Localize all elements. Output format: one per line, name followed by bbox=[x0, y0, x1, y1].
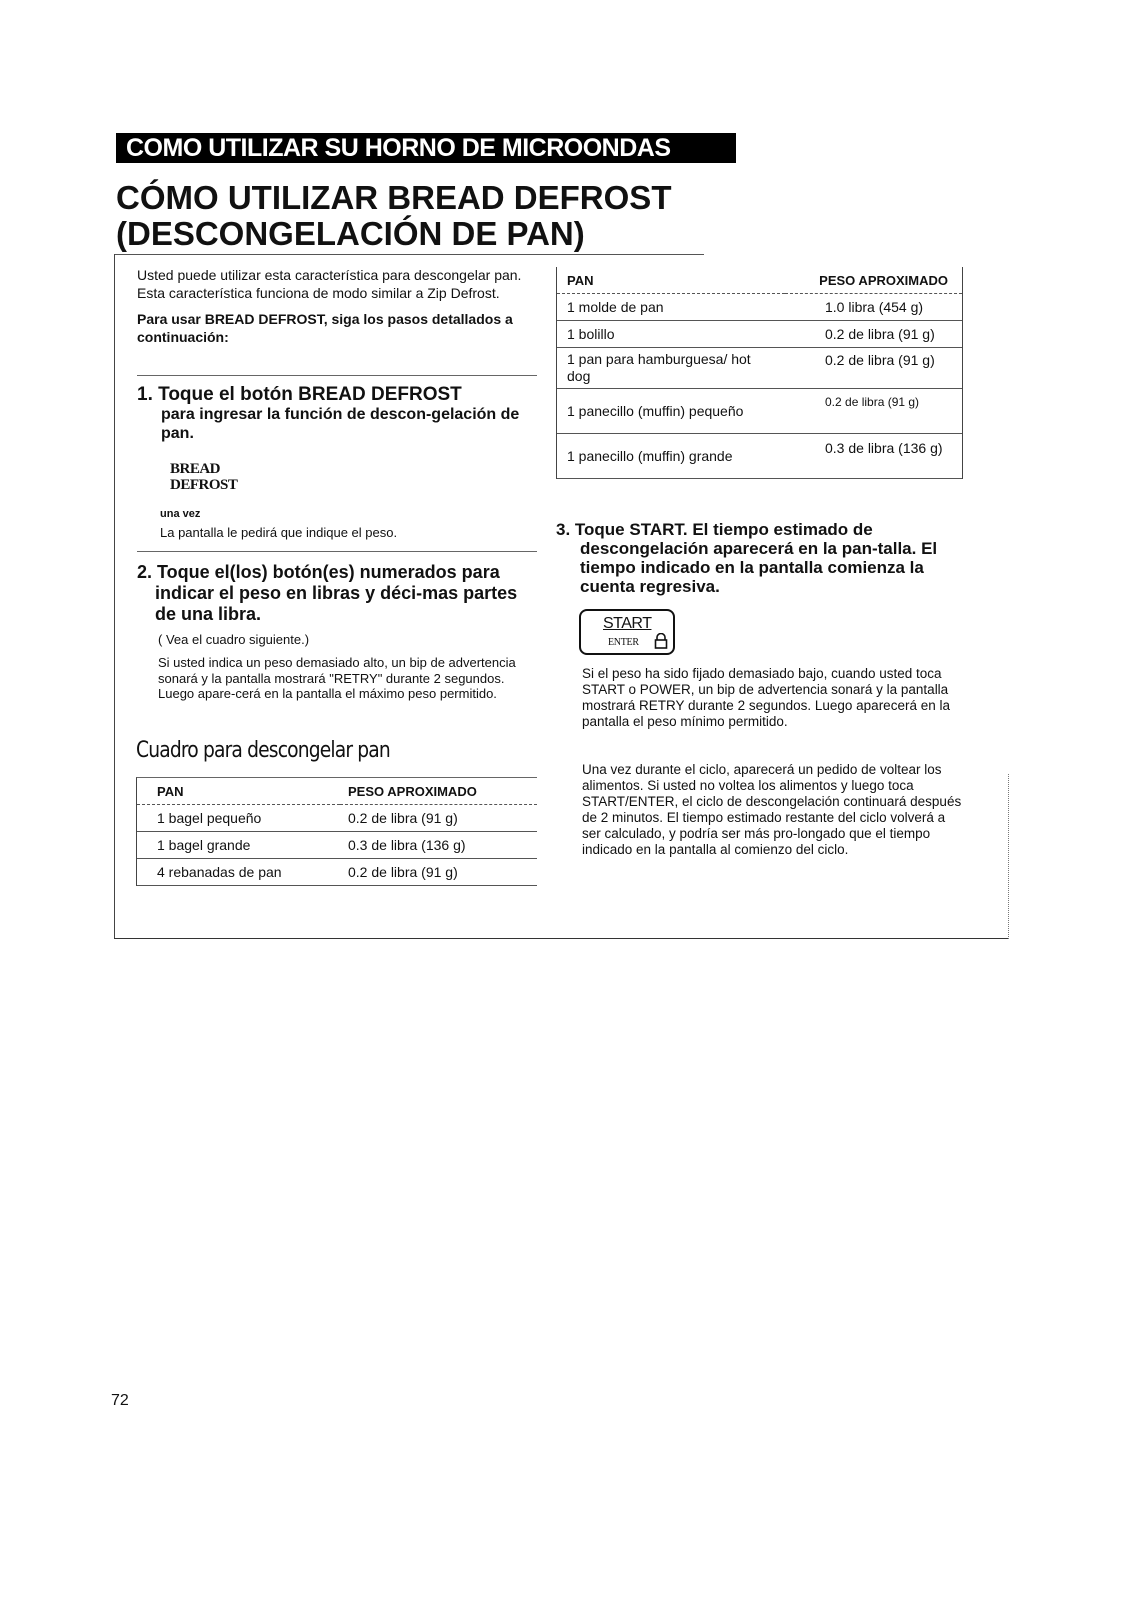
table-row bbox=[137, 805, 537, 832]
start-key-label: START bbox=[603, 615, 652, 632]
cell-item: 1 pan para hamburguesa/ hot dog bbox=[567, 351, 751, 384]
cell-item: 4 rebanadas de pan bbox=[157, 864, 282, 880]
step-2-see-chart: ( Vea el cuadro siguiente.) bbox=[158, 632, 310, 647]
bread-defrost-key bbox=[170, 461, 237, 493]
step-2-note: Si usted indica un peso demasiado alto, un bip de advertencia sonará y la pantalla mostrará "RETRY" durante 2 segundos. Luego apare-cerá en la pantalla el máximo peso permitido. bbox=[158, 655, 516, 701]
enter-key-label: ENTER bbox=[608, 637, 639, 648]
cell-item: 1 panecillo (muffin) grande bbox=[567, 447, 733, 464]
step-3-title: 3. Toque START. El tiempo estimado de descongelación aparecerá en la pan-talla. El tiempo indicado en la pantalla comienza la cuenta regresiva. bbox=[556, 520, 938, 596]
cell-item: 1 bagel grande bbox=[157, 837, 251, 853]
step-1 bbox=[137, 384, 537, 443]
table-row bbox=[557, 294, 962, 321]
table-row bbox=[557, 389, 962, 434]
page-title bbox=[116, 180, 816, 252]
step-1-title: 1. Toque el botón BREAD DEFROST bbox=[137, 384, 462, 405]
page-number: 72 bbox=[111, 1392, 129, 1409]
cell-weight: 0.3 de libra (136 g) bbox=[348, 837, 466, 853]
frame-top-rule bbox=[114, 254, 704, 255]
cell-item: 1 bolillo bbox=[567, 326, 615, 342]
cell-weight: 0.2 de libra (91 g) bbox=[348, 864, 458, 880]
cell-weight: 0.2 de libra (91 g) bbox=[348, 810, 458, 826]
frame-left-rule bbox=[114, 254, 115, 939]
bread-weight-table bbox=[557, 267, 962, 479]
step-2 bbox=[137, 562, 537, 625]
defrost-table bbox=[137, 778, 537, 886]
step-2-title: 2. Toque el(los) botón(es) numerados para indicar el peso en libras y déci-mas partes de una libra. bbox=[137, 562, 518, 624]
column-header-pan: PAN bbox=[567, 272, 594, 288]
table-row bbox=[557, 434, 962, 479]
cell-weight: 0.2 de libra (91 g) bbox=[825, 352, 935, 368]
table-header-row bbox=[557, 267, 962, 294]
cell-item: 1 bagel pequeño bbox=[157, 810, 262, 826]
section-banner: COMO UTILIZAR SU HORNO DE MICROONDAS bbox=[116, 133, 736, 163]
cell-weight: 1.0 libra (454 g) bbox=[825, 299, 924, 315]
page-title-line2: (DESCONGELACIÓN DE PAN) bbox=[116, 215, 585, 252]
table-row bbox=[557, 321, 962, 348]
cell-weight: 0.2 de libra (91 g) bbox=[825, 395, 920, 409]
bread-defrost-key-line2: DEFROST bbox=[170, 477, 238, 493]
lock-icon bbox=[654, 633, 668, 649]
bread-defrost-key-line1: BREAD bbox=[170, 461, 221, 477]
chart-title: Cuadro para descongelar pan bbox=[136, 738, 390, 763]
intro-text: Usted puede utilizar esta característica para descongelar pan. Esta característica funciona de modo similar a Zip Defrost. bbox=[137, 267, 522, 301]
step-1-subtitle: para ingresar la función de descon-gelación de pan. bbox=[161, 406, 520, 442]
step-3-note-2: Una vez durante el ciclo, aparecerá un pedido de voltear los alimentos. Si usted no voltea los alimentos y luego toca START/ENTER, el ciclo de descongelación continuará después de 2 minutos. El tiempo estimado restante del ciclo volverá a ser calculado, y podría ser más pro-longado que el tiempo indicado en la pantalla al comienzo del ciclo. bbox=[582, 762, 962, 857]
table-row bbox=[137, 832, 537, 859]
defrost-chart bbox=[136, 777, 537, 886]
cell-item: 1 panecillo (muffin) pequeño bbox=[567, 402, 744, 419]
divider bbox=[137, 375, 537, 376]
bread-weight-chart bbox=[556, 267, 963, 479]
step-3 bbox=[556, 520, 961, 596]
table-row bbox=[557, 348, 962, 389]
column-header-pan: PAN bbox=[157, 783, 184, 799]
table-header-row bbox=[137, 778, 537, 805]
cell-item: 1 molde de pan bbox=[567, 299, 664, 315]
step-3-note-1: Si el peso ha sido fijado demasiado bajo, cuando usted toca START o POWER, un bip de advertencia sonará y la pantalla mostrará RETRY durante 2 segundos. Luego aparecerá en la pantalla el peso mínimo permitido. bbox=[582, 666, 950, 729]
column-header-weight: PESO APROXIMADO bbox=[819, 272, 948, 288]
start-enter-key bbox=[579, 609, 675, 655]
frame-bottom-rule bbox=[114, 938, 1008, 939]
table-row bbox=[137, 859, 537, 886]
cell-weight: 0.2 de libra (91 g) bbox=[825, 326, 935, 342]
page-title-line1: CÓMO UTILIZAR BREAD DEFROST bbox=[116, 179, 672, 216]
intro-instruction: Para usar BREAD DEFROST, siga los pasos detallados a continuación: bbox=[137, 311, 513, 345]
step-1-note: La pantalla le pedirá que indique el peso. bbox=[160, 525, 398, 540]
divider bbox=[137, 551, 537, 552]
column-header-weight: PESO APROXIMADO bbox=[348, 783, 477, 799]
key-caption: una vez bbox=[160, 508, 201, 520]
frame-right-rule bbox=[1008, 774, 1009, 939]
intro bbox=[137, 266, 537, 346]
cell-weight: 0.3 de libra (136 g) bbox=[825, 440, 943, 456]
